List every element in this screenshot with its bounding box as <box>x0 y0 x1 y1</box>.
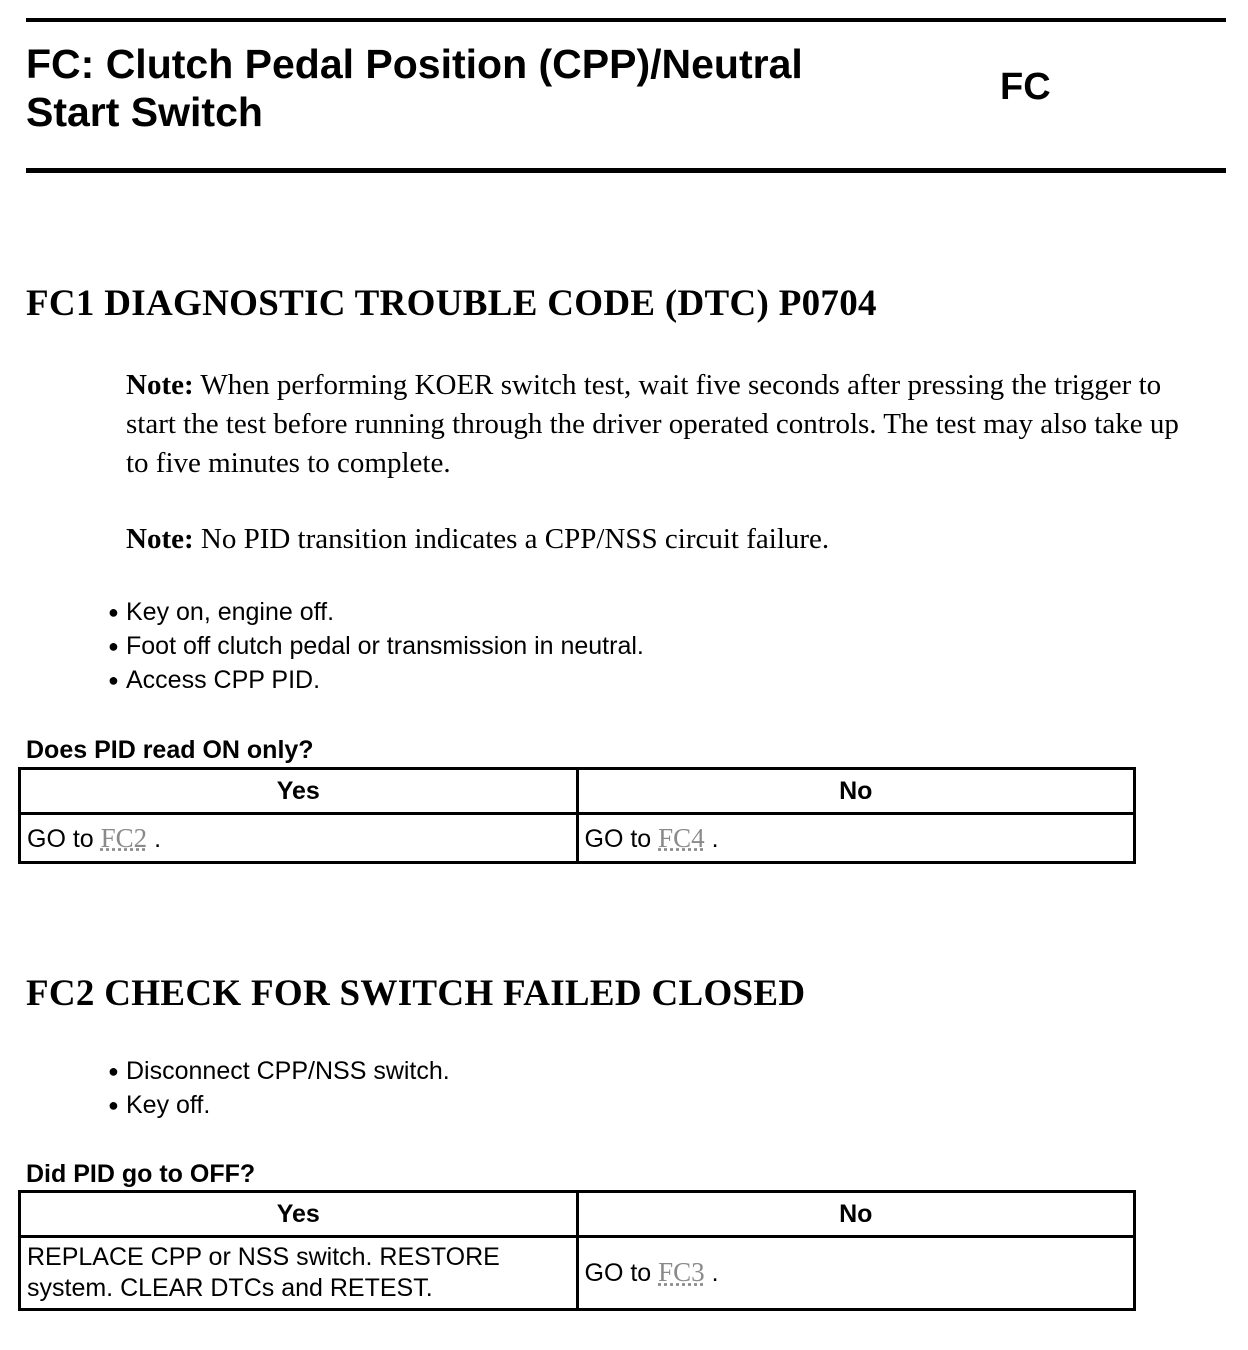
step-text: Key on, engine off. <box>126 598 335 626</box>
note-text: No PID transition indicates a CPP/NSS circuit failure. <box>193 523 830 555</box>
list-item <box>108 1054 450 1088</box>
fc2-link[interactable]: FC2 <box>100 822 148 853</box>
cell-text: . <box>704 824 719 853</box>
note-label: Note: <box>126 523 194 555</box>
bullet-icon: ● <box>108 602 119 622</box>
top-rule <box>26 18 1226 22</box>
list-item <box>108 1088 450 1122</box>
fc1-step-list <box>108 595 644 697</box>
table-header-row <box>20 769 1135 814</box>
step-text: Disconnect CPP/NSS switch. <box>126 1057 450 1085</box>
cell-text: GO to <box>584 1259 659 1287</box>
fc2-result-table <box>18 1190 1136 1311</box>
fc4-link[interactable]: FC4 <box>658 822 705 853</box>
header-divider <box>26 168 1226 173</box>
cell-text: . <box>704 1259 719 1287</box>
yes-column-header: Yes <box>20 1192 578 1237</box>
cell-text: . <box>147 824 162 853</box>
fc3-link[interactable]: FC3 <box>658 1257 705 1287</box>
table-header-row <box>20 1192 1135 1237</box>
bullet-icon: ● <box>108 1061 119 1081</box>
step-text: Foot off clutch pedal or transmission in neutral. <box>126 632 644 660</box>
fc2-question: Did PID go to OFF? <box>26 1160 256 1188</box>
note-text: When performing KOER switch test, wait five seconds after pressing the trigger to start the test before running through the driver operated controls. The test may also take up to five minutes to complete. <box>126 369 1179 479</box>
fc1-question: Does PID read ON only? <box>26 736 314 764</box>
yes-cell: REPLACE CPP or NSS switch. RESTORE system. CLEAR DTCs and RETEST. <box>20 1237 578 1310</box>
table-row <box>20 1237 1135 1310</box>
step-text: Key off. <box>126 1091 211 1119</box>
step-text: Access CPP PID. <box>126 666 321 694</box>
note <box>126 520 1206 559</box>
bullet-icon: ● <box>108 670 119 690</box>
bullet-icon: ● <box>108 1095 119 1115</box>
note <box>126 366 1206 483</box>
bullet-icon: ● <box>108 636 119 656</box>
no-column-header: No <box>577 769 1135 814</box>
no-column-header: No <box>577 1192 1135 1237</box>
fc2-step-list <box>108 1054 450 1122</box>
note-label: Note: <box>126 369 194 401</box>
list-item <box>108 629 644 663</box>
cell-text: GO to <box>27 824 101 853</box>
section-code: FC <box>1000 66 1051 108</box>
no-cell <box>577 814 1135 863</box>
table-row <box>20 814 1135 863</box>
fc2-heading: FC2 CHECK FOR SWITCH FAILED CLOSED <box>26 973 806 1014</box>
no-cell <box>577 1237 1135 1310</box>
fc1-heading: FC1 DIAGNOSTIC TROUBLE CODE (DTC) P0704 <box>26 283 877 324</box>
list-item <box>108 595 644 629</box>
fc1-result-table <box>18 767 1136 864</box>
page-title: FC: Clutch Pedal Position (CPP)/Neutral Start Switch <box>26 41 803 135</box>
cell-text: GO to <box>584 824 659 853</box>
yes-column-header: Yes <box>20 769 578 814</box>
list-item <box>108 663 644 697</box>
yes-cell <box>20 814 578 863</box>
